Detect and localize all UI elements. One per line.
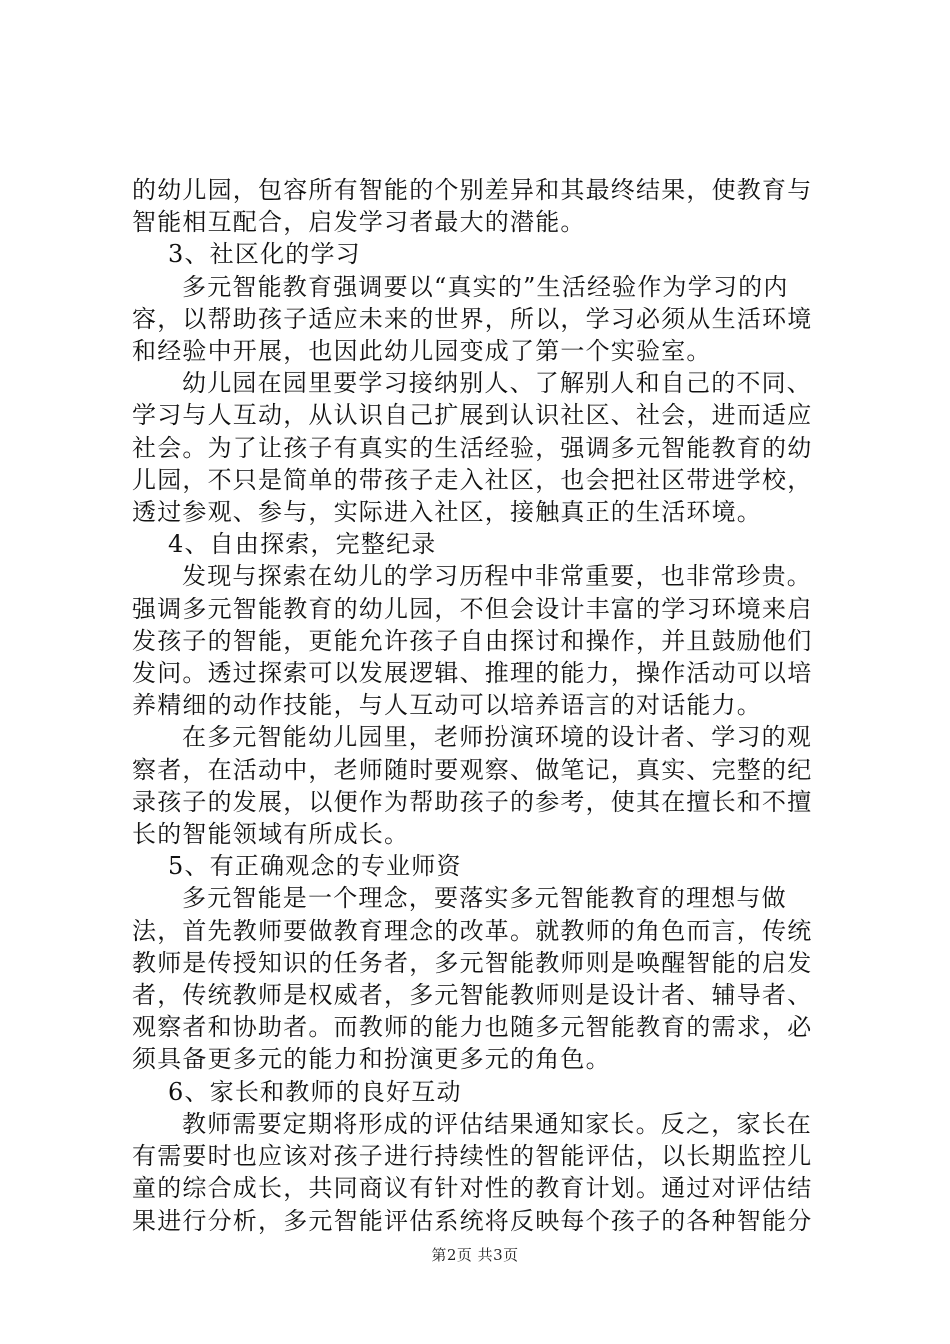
page-footer: 第2页 共3页: [431, 1246, 519, 1264]
paragraph: 多元智能是一个理念，要落实多元智能教育的理想与做法，首先教师要做教育理念的改革。就教师的角色而言，传统教师是传授知识的任务者，多元智能教师则是唤醒智能的启发者，传统教师是权威者，多元智能教师则是设计者、辅导者、观察者和协助者。而教师的能力也随多元智能教育的需求，必须具备更多元的能力和扮演更多元的角色。: [132, 884, 813, 1074]
paragraph: 在多元智能幼儿园里，老师扮演环境的设计者、学习的观察者，在活动中，老师随时要观察、做笔记，真实、完整的纪录孩子的发展，以便作为帮助孩子的参考，使其在擅长和不擅长的智能领域有所成长。: [132, 723, 813, 849]
paragraph: 教师需要定期将形成的评估结果通知家长。反之，家长在有需要时也应该对孩子进行持续性的智能评估，以长期监控儿童的综合成长，共同商议有针对性的教育计划。通过对评估结果进行分析，多元智能评估系统将反映每个孩子的各种智能分: [132, 1109, 813, 1235]
section-heading-4: 4、自由探索，完整纪录: [168, 530, 437, 559]
section-heading-6: 6、家长和教师的良好互动: [168, 1077, 462, 1106]
document-body: [132, 174, 832, 1237]
paragraph: 发现与探索在幼儿的学习历程中非常重要，也非常珍贵。强调多元智能教育的幼儿园，不但会设计丰富的学习环境来启发孩子的智能，更能允许孩子自由探讨和操作，并且鼓励他们发问。透过探索可以发展逻辑、推理的能力，操作活动可以培养精细的动作技能，与人互动可以培养语言的对话能力。: [132, 562, 813, 720]
section-heading-3: 3、社区化的学习: [168, 240, 361, 269]
paragraph: 多元智能教育强调要以“真实的”生活经验作为学习的内容，以帮助孩子适应未来的世界，所以，学习必须从生活环境和经验中开展，也因此幼儿园变成了第一个实验室。: [132, 272, 813, 366]
section-heading-5: 5、有正确观念的专业师资: [168, 852, 462, 881]
paragraph-continuation: 的幼儿园，包容所有智能的个别差异和其最终结果，使教育与智能相互配合，启发学习者最大的潜能。: [132, 176, 813, 237]
paragraph: 幼儿园在园里要学习接纳别人、了解别人和自己的不同、学习与人互动，从认识自己扩展到认识社区、社会，进而适应社会。为了让孩子有真实的生活经验，强调多元智能教育的幼儿园，不只是简单的带孩子走入社区，也会把社区带进学校，透过参观、参与，实际进入社区，接触真正的生活环境。: [132, 369, 813, 527]
